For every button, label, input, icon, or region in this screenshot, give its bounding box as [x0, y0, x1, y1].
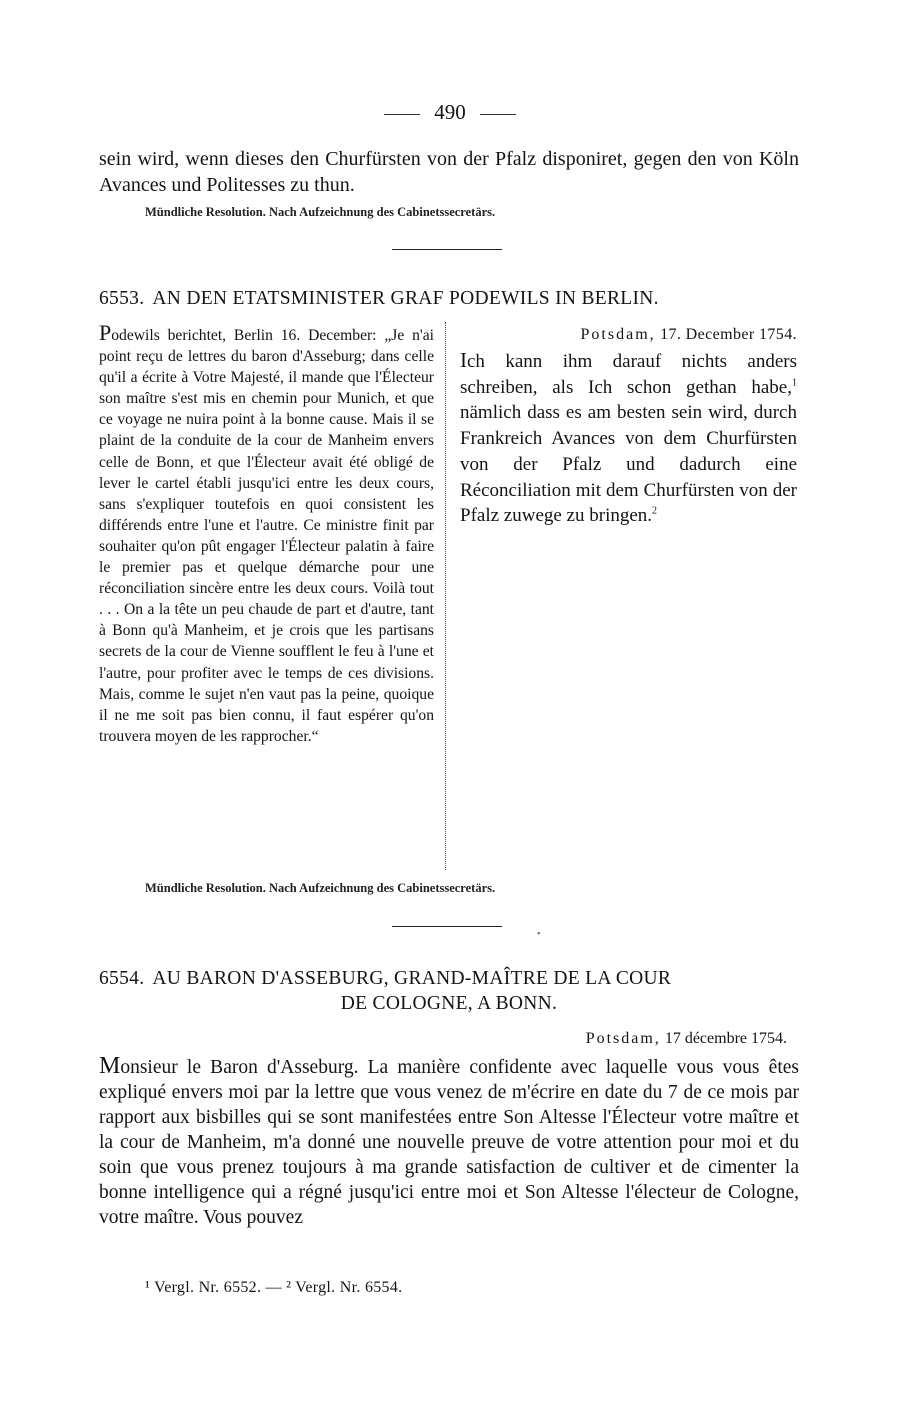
report-column: [99, 322, 434, 747]
heading-6554: [99, 968, 799, 1015]
dateline-6553-date: 17. December 1754.: [660, 326, 797, 343]
column-divider: [445, 322, 446, 870]
page-number-right-dash: [480, 114, 516, 115]
footnote-ref-1: 1: [792, 377, 797, 389]
page-number-text: 490: [434, 100, 466, 124]
section-rule-2: [392, 926, 502, 927]
doc-number-6554: 6554.: [99, 968, 145, 989]
dateline-6553: [460, 326, 797, 344]
dateline-6554-place: Potsdam,: [585, 1030, 661, 1047]
heading-6553: [99, 288, 799, 310]
section-rule-1: [392, 249, 502, 250]
page-number: [0, 100, 900, 125]
source-note-1: Mündliche Resolution. Nach Aufzeichnung des Cabinetssecretärs.: [145, 205, 496, 219]
print-speck: •: [537, 929, 541, 940]
footnote-ref-2: 2: [652, 505, 658, 517]
report-initial: P: [99, 320, 112, 345]
dateline-6553-place: Potsdam,: [580, 326, 656, 343]
letter-initial: M: [99, 1053, 121, 1079]
heading-6554-line1: [99, 968, 799, 990]
resolution-text-a: ch kann ihm darauf nichts anders schreiben, als Ich schon gethan habe,: [460, 351, 797, 398]
resolution-text: [460, 348, 797, 529]
heading-6554-line1-text: AU BARON D'ASSEBURG, GRAND-MAÎTRE DE LA COUR: [152, 968, 672, 989]
report-text: odewils berichtet, Berlin 16. December: „Je n'ai point reçu de lettres du baron d'Asseburg; dans celle qu'il a écrite à Votre Majesté, il mande que l'Électeur son maître s'est mis en chemin pour Munich, et que ce voyage ne nuira point à la bonne cause. Mais il se plaint de la conduite de la cour de Manheim envers celle de Bonn, et que l'Électeur avait été obligé de lever le cartel établi jusqu'ici entre les deux cours, sans s'expliquer toutefois en quoi consistent les différends entre l'une et l'autre. Ce ministre finit par souhaiter qu'on pût engager l'Électeur palatin à faire le premier pas et quelque démarche pour une réconciliation sincère entre les deux cours. Voilà tout . . . On a la tête un peu chaude de part et d'autre, tant à Bonn qu'à Manheim, et je crois que les partisans secrets de la cour de Vienne soufflent le feu à l'une et l'autre, pour profiter avec le temps de ces divisions. Mais, comme le sujet n'en vaut pas la peine, quoique il ne me soit pas bien connu, il faut espérer qu'on trouvera moyen de les rapprocher.“: [99, 327, 434, 745]
resolution-column: [460, 326, 797, 529]
dateline-6554-date: 17 décembre 1754.: [664, 1030, 787, 1047]
dateline-6554: [99, 1030, 787, 1048]
source-note-6553: Mündliche Resolution. Nach Aufzeichnung des Cabinetssecretärs.: [145, 881, 496, 895]
heading-6553-text: AN DEN ETATSMINISTER GRAF PODEWILS IN BERLIN.: [152, 288, 659, 309]
letter-text: onsieur le Baron d'Asseburg. La manière confidente avec laquelle vous vous êtes expliqué envers moi par la lettre que vous venez de m'écrire en date du 7 de ce mois par rapport aux bisbilles qui se sont manifestées entre Son Altesse l'Électeur votre maître et la cour de Manheim, m'a donné une nouvelle preuve de votre attention pour moi et du soin que vous prenez toujours à ma grande satisfaction de cultiver et de cimenter la bonne intelligence qui a régné jusqu'ici entre moi et Son Altesse l'électeur de Cologne, votre maître. Vous pouvez: [99, 1057, 799, 1228]
carryover-paragraph: sein wird, wenn dieses den Churfürsten von der Pfalz disponiret, gegen den von Köln Avances und Politesses zu thun.: [99, 148, 799, 196]
resolution-text-b: nämlich dass es am besten sein wird, durch Frankreich Avances von dem Churfürsten von der Pfalz und dadurch eine Réconciliation mit dem Churfürsten von der Pfalz zuwege zu bringen.: [460, 402, 797, 527]
letter-6554: [99, 1054, 799, 1230]
heading-6554-line2: DE COLOGNE, A BONN.: [340, 993, 558, 1014]
doc-number-6553: 6553.: [99, 288, 145, 309]
footnotes: ¹ Vergl. Nr. 6552. — ² Vergl. Nr. 6554.: [145, 1279, 403, 1296]
page-number-left-dash: [384, 114, 420, 115]
resolution-initial: I: [460, 348, 467, 372]
